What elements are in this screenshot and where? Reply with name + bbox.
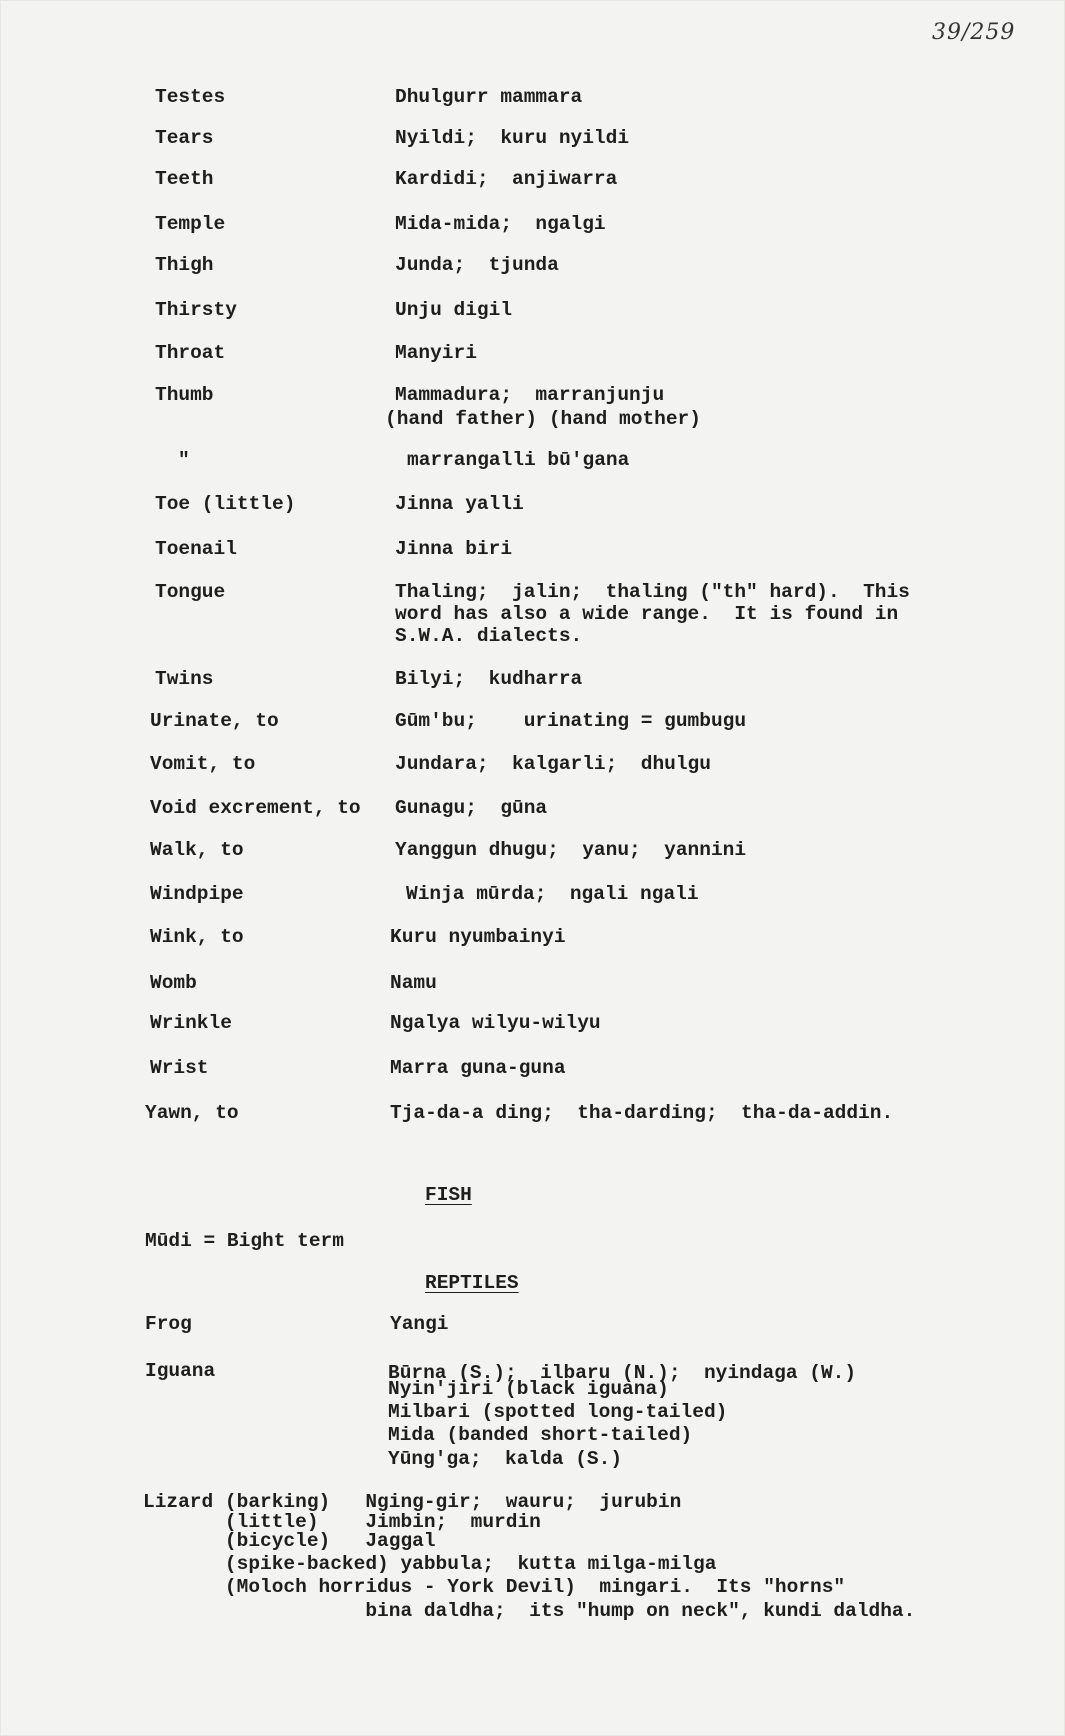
- term-twins: Twins: [155, 668, 214, 690]
- term-vomit: Vomit, to: [150, 753, 256, 775]
- term-yawn: Yawn, to: [145, 1102, 239, 1124]
- def-wink: Kuru nyumbainyi: [390, 926, 566, 948]
- term-tears: Tears: [155, 127, 214, 149]
- term-frog: Frog: [145, 1313, 192, 1335]
- def-tears: Nyildi; kuru nyildi: [395, 127, 630, 149]
- lizard-line4: (spike-backed) yabbula; kutta milga-milga: [143, 1553, 717, 1575]
- def-temple: Mida-mida; ngalgi: [395, 213, 606, 235]
- folio-number: 39/259: [932, 20, 1016, 45]
- lizard-line5: (Moloch horridus - York Devil) mingari. Its "horns": [143, 1576, 846, 1598]
- def-yawn: Tja-da-a ding; tha-darding; tha-da-addin.: [390, 1102, 894, 1124]
- term-thigh: Thigh: [155, 254, 214, 276]
- fish-line: Mūdi = Bight term: [145, 1230, 344, 1252]
- fish-heading: FISH: [425, 1184, 472, 1206]
- term-windpipe: Windpipe: [150, 883, 244, 905]
- def-thigh: Junda; tjunda: [395, 254, 559, 276]
- def-frog: Yangi: [390, 1313, 449, 1335]
- lizard-line6: bina daldha; its "hump on neck", kundi daldha.: [143, 1600, 916, 1622]
- term-womb: Womb: [150, 972, 197, 994]
- term-iguana: Iguana: [145, 1360, 216, 1382]
- def-thumb-gloss: (hand father) (hand mother): [385, 408, 701, 430]
- def-walk: Yanggun dhugu; yanu; yannini: [395, 839, 747, 861]
- term-urinate: Urinate, to: [150, 710, 279, 732]
- lizard-line1: Lizard (barking) Nging-gir; wauru; jurubin: [143, 1491, 682, 1513]
- def-thumb-alt: marrangalli bū'gana: [407, 449, 630, 471]
- def-vomit: Jundara; kalgarli; dhulgu: [395, 753, 711, 775]
- def-toe-little: Jinna yalli: [395, 493, 524, 515]
- def-windpipe: Winja mūrda; ngali ngali: [406, 883, 699, 905]
- def-iguana-line5: Yūng'ga; kalda (S.): [388, 1448, 623, 1470]
- def-tongue-line2: word has also a wide range. It is found in: [395, 603, 899, 625]
- def-iguana-line3: Milbari (spotted long-tailed): [388, 1401, 728, 1423]
- def-twins: Bilyi; kudharra: [395, 668, 583, 690]
- term-toenail: Toenail: [155, 538, 237, 560]
- def-iguana-line2: Nyin'jiri (black iguana): [388, 1378, 669, 1400]
- term-void-excrement: Void excrement, to: [150, 797, 361, 819]
- term-testes: Testes: [155, 86, 226, 108]
- term-walk: Walk, to: [150, 839, 244, 861]
- def-void-excrement: Gunagu; gūna: [395, 797, 548, 819]
- def-wrinkle: Ngalya wilyu-wilyu: [390, 1012, 601, 1034]
- def-urinate: Gūm'bu; urinating = gumbugu: [395, 710, 747, 732]
- term-temple: Temple: [155, 213, 226, 235]
- term-wrinkle: Wrinkle: [150, 1012, 232, 1034]
- def-thirsty: Unju digil: [395, 299, 513, 321]
- term-wink: Wink, to: [150, 926, 244, 948]
- def-iguana-line1: Būrna (S.); ilbaru (N.); nyindaga (W.): [388, 1362, 857, 1384]
- def-throat: Manyiri: [395, 342, 477, 364]
- term-tongue: Tongue: [155, 581, 226, 603]
- term-toe-little: Toe (little): [155, 493, 296, 515]
- ditto-mark: ": [178, 449, 190, 471]
- term-teeth: Teeth: [155, 168, 214, 190]
- def-tongue-line3: S.W.A. dialects.: [395, 625, 583, 647]
- def-wrist: Marra guna-guna: [390, 1057, 566, 1079]
- def-tongue-line1: Thaling; jalin; thaling ("th" hard). This: [395, 581, 910, 603]
- lizard-line3: (bicycle) Jaggal: [143, 1530, 436, 1552]
- term-wrist: Wrist: [150, 1057, 209, 1079]
- term-throat: Throat: [155, 342, 226, 364]
- def-womb: Namu: [390, 972, 437, 994]
- def-teeth: Kardidi; anjiwarra: [395, 168, 618, 190]
- reptiles-heading: REPTILES: [425, 1272, 519, 1294]
- lizard-line2: (little) Jimbin; murdin: [143, 1511, 541, 1533]
- def-testes: Dhulgurr mammara: [395, 86, 583, 108]
- term-thirsty: Thirsty: [155, 299, 237, 321]
- def-iguana-line4: Mida (banded short-tailed): [388, 1424, 693, 1446]
- def-thumb: Mammadura; marranjunju: [395, 384, 665, 406]
- term-thumb: Thumb: [155, 384, 214, 406]
- def-toenail: Jinna biri: [395, 538, 513, 560]
